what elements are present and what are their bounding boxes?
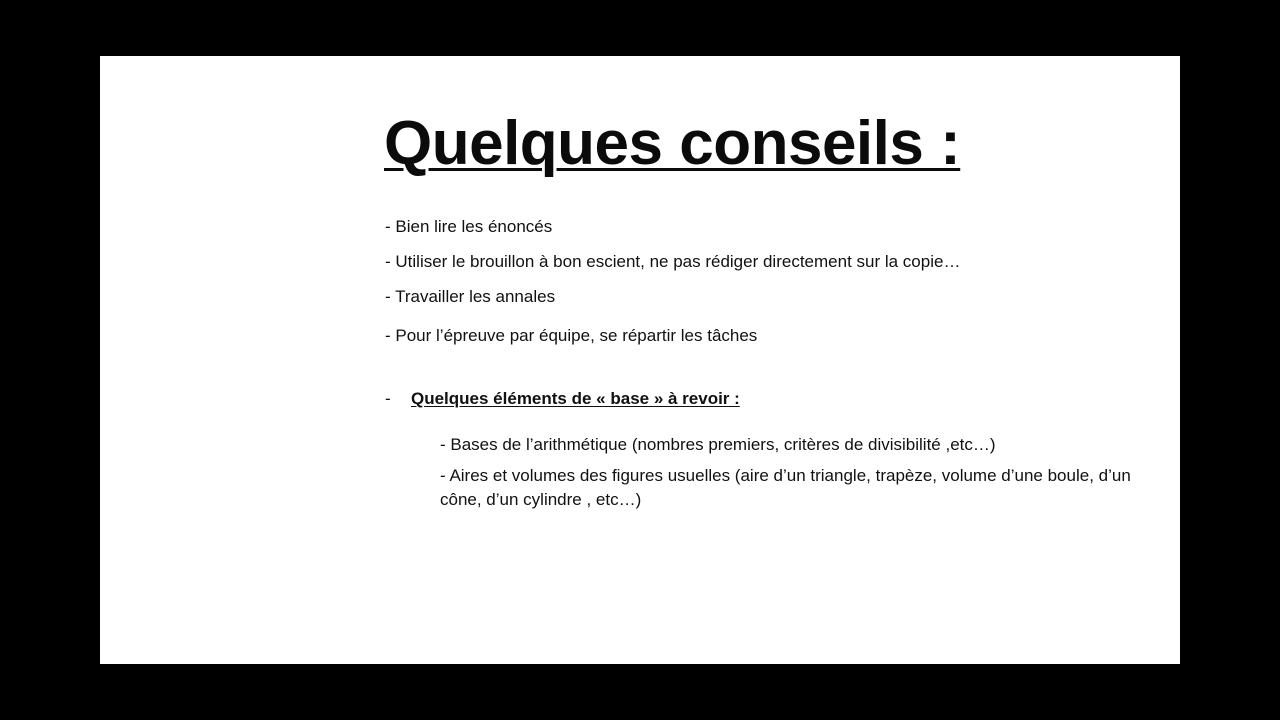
section-heading: Quelques éléments de « base » à revoir :: [411, 389, 740, 408]
sub-bullet-arithmetic: - Bases de l’arithmétique (nombres premiers, critères de divisibilité ,etc…): [440, 435, 996, 454]
sub-bullet-areas-volumes: - Aires et volumes des figures usuelles (aire d’un triangle, trapèze, volume d’une boule, d’un cône, d’un cylindre , etc…): [440, 466, 1131, 509]
bullet-past-papers: - Travailler les annales: [385, 287, 556, 306]
bullet-team-tasks: - Pour l’épreuve par équipe, se répartir les tâches: [385, 326, 758, 345]
slide-title: Quelques conseils :: [384, 109, 961, 178]
section-dash: -: [385, 389, 391, 408]
bullet-use-draft: - Utiliser le brouillon à bon escient, ne pas rédiger directement sur la copie…: [385, 252, 961, 271]
bullet-read-statements: - Bien lire les énoncés: [385, 217, 553, 236]
slide: [100, 56, 1180, 664]
